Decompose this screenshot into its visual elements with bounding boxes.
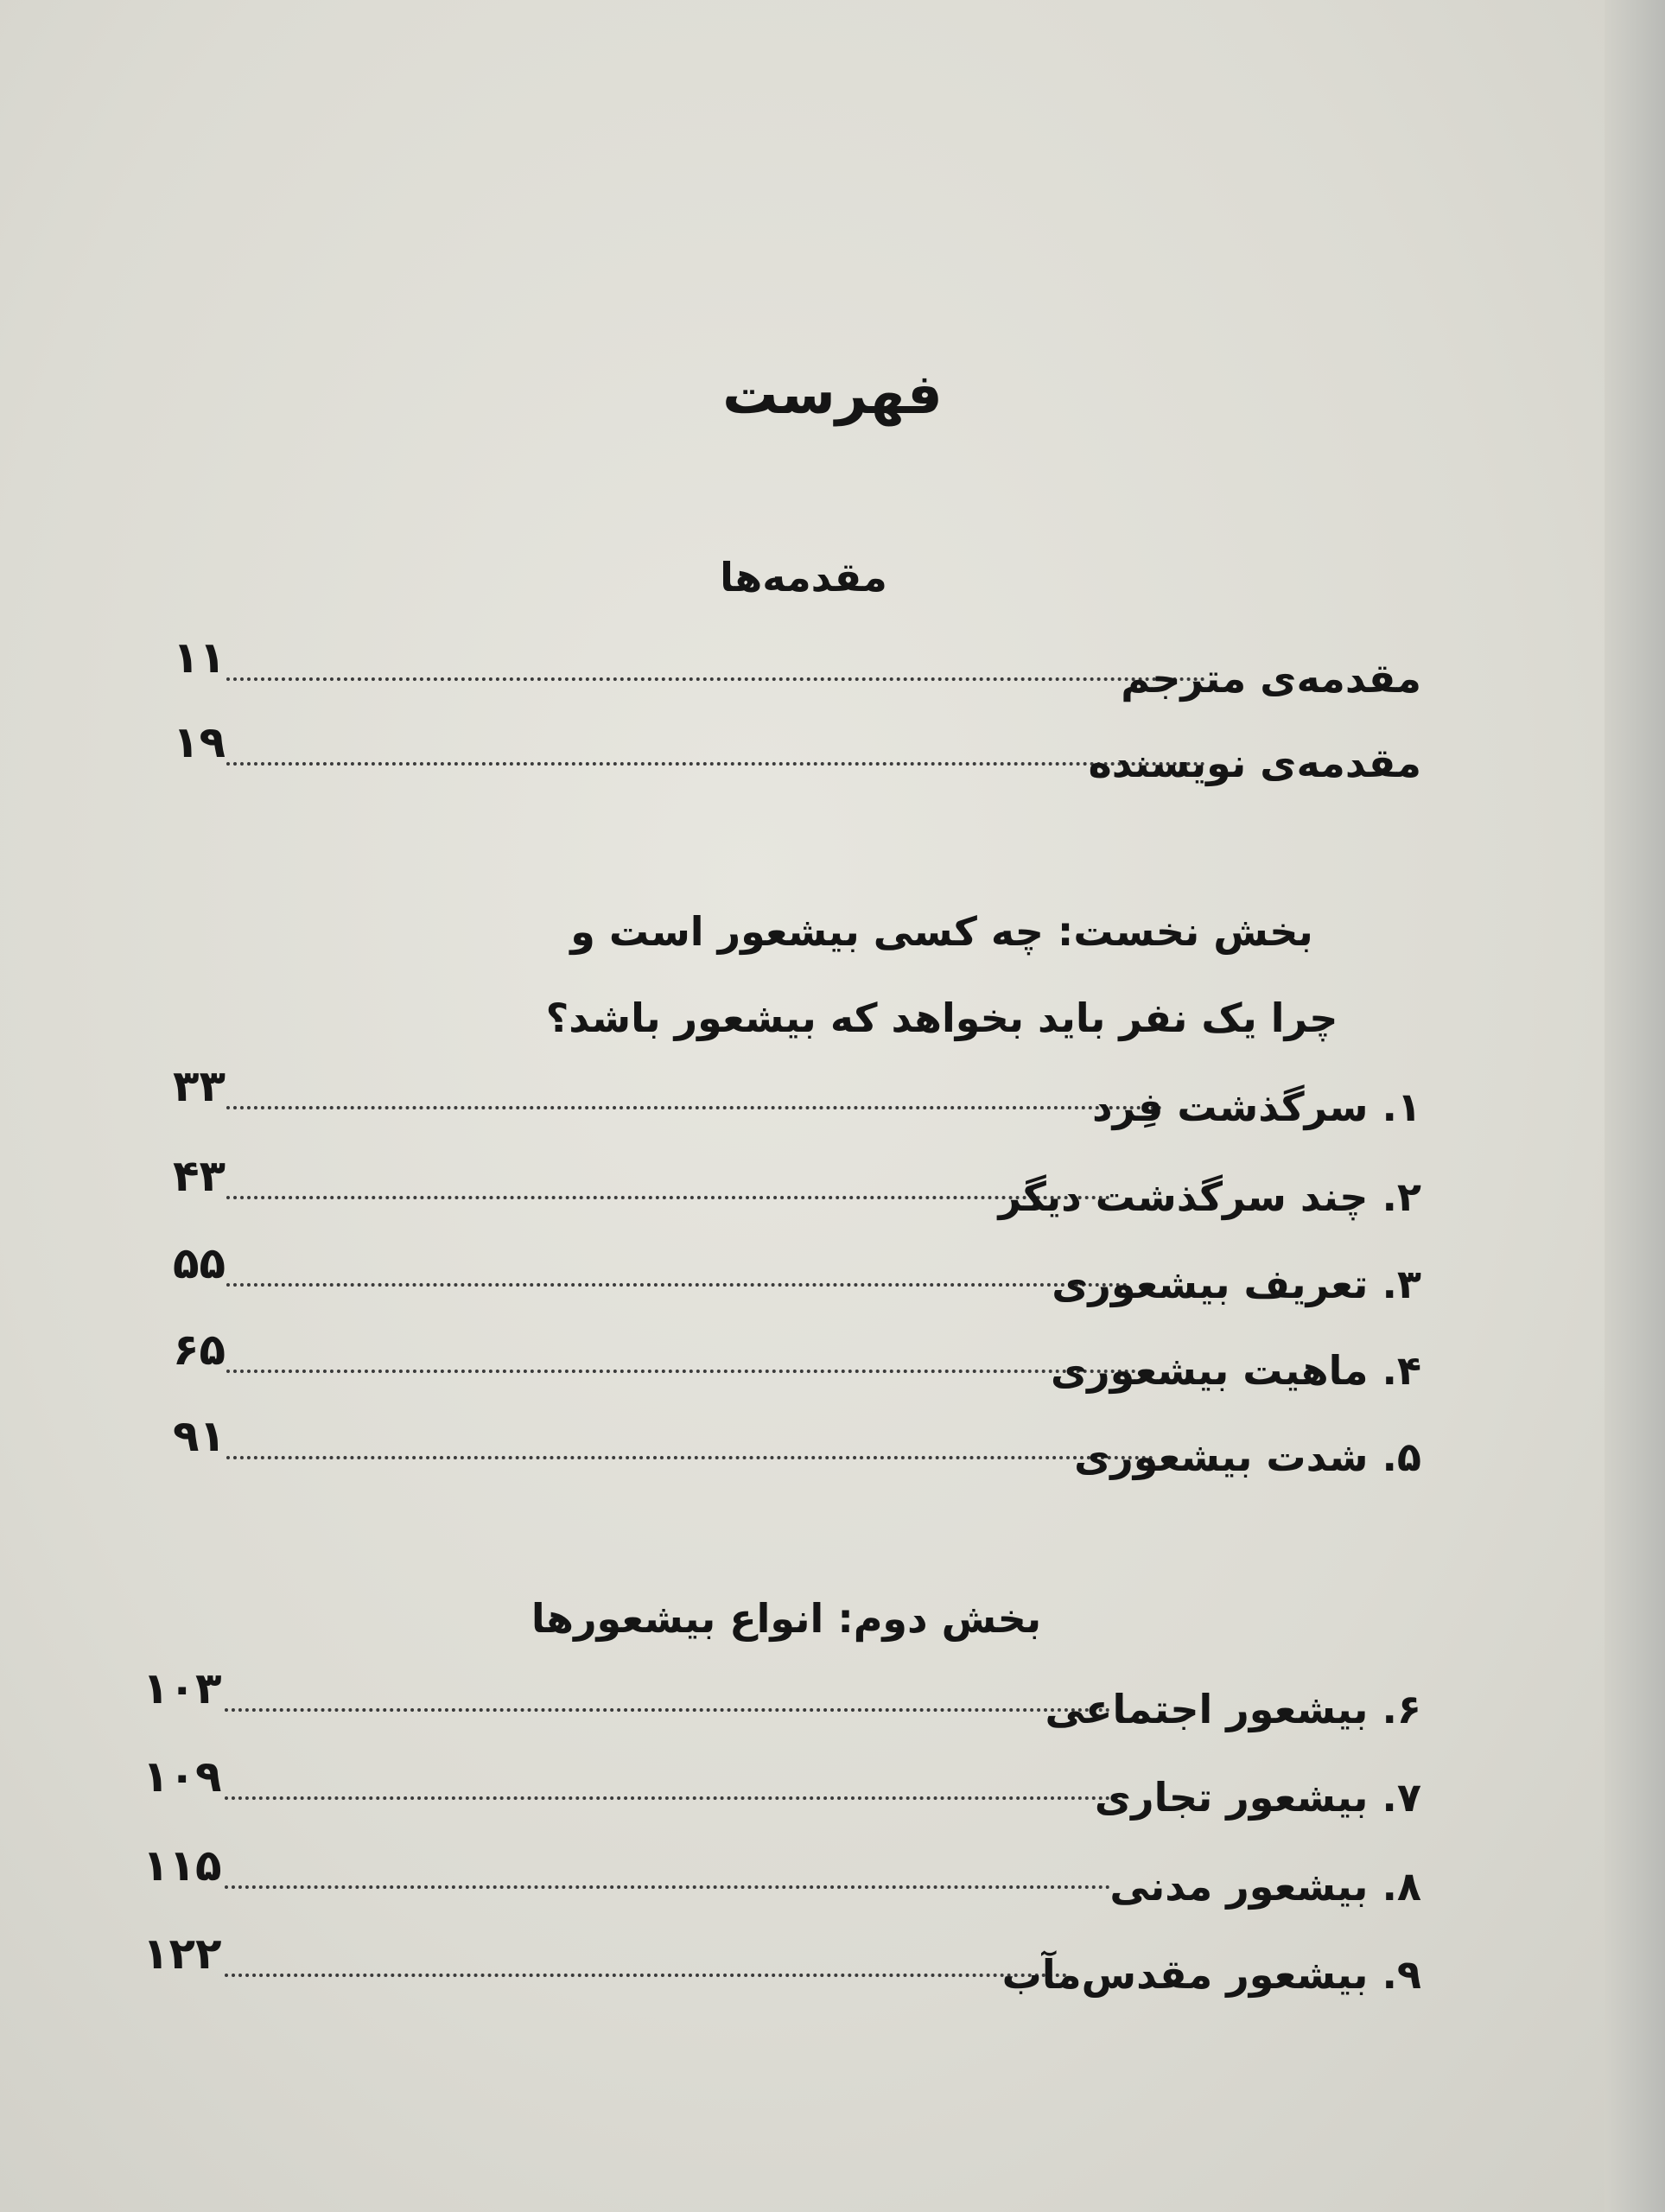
dot-leader <box>225 1796 1110 1800</box>
entry-label: ۶. بیشعور اجتماعی <box>1045 1686 1421 1732</box>
dot-leader <box>226 677 1205 681</box>
page-number: ۱۱ <box>173 632 226 683</box>
page-number: ۱۰۹ <box>143 1751 222 1802</box>
dot-leader <box>226 762 1205 766</box>
entry-label: ۴. ماهیت بیشعوری <box>1050 1347 1421 1394</box>
toc-entry <box>173 1151 1421 1220</box>
dot-leader <box>226 1283 1128 1287</box>
section-title-part-one-line-1: بخش نخست: چه کسی بیشعور است و <box>570 908 1313 955</box>
dot-leader <box>225 1708 1110 1712</box>
toc-entry <box>173 1325 1421 1394</box>
toc-entry <box>143 1929 1421 1998</box>
entry-label: ۸. بیشعور مدنی <box>1109 1863 1421 1910</box>
page-edge <box>1605 0 1665 2212</box>
toc-entry <box>173 1061 1421 1130</box>
toc-entry <box>143 1840 1421 1910</box>
entry-label: مقدمه‌ی مترجم <box>1121 655 1421 702</box>
dot-leader <box>225 1974 1067 1977</box>
toc-entry <box>143 1663 1421 1732</box>
toc-title: فهرست <box>722 363 943 427</box>
page-number: ۳۳ <box>173 1061 226 1111</box>
page-number: ۱۱۵ <box>143 1840 222 1891</box>
toc-entry <box>173 1238 1421 1307</box>
toc-entry <box>173 1411 1421 1480</box>
page-number: ۴۳ <box>173 1151 226 1201</box>
page-number: ۵۵ <box>173 1238 226 1288</box>
page-number: ۱۲۲ <box>143 1929 222 1979</box>
entry-label: مقدمه‌ی نویسنده <box>1088 740 1421 786</box>
entry-label: ۹. بیشعور مقدس‌مآب <box>1001 1951 1421 1998</box>
page-number: ۱۹ <box>173 717 226 767</box>
entry-label: ۳. تعریف بیشعوری <box>1052 1261 1421 1307</box>
toc-entry <box>173 632 1421 702</box>
toc-entry <box>143 1751 1421 1821</box>
page-number: ۹۱ <box>173 1411 226 1461</box>
page-number: ۱۰۳ <box>143 1663 222 1713</box>
dot-leader <box>225 1885 1110 1889</box>
page-number: ۶۵ <box>173 1325 226 1375</box>
dot-leader <box>226 1370 1136 1373</box>
section-title-part-one-line-2: چرا یک نفر باید بخواهد که بیشعور باشد؟ <box>545 995 1338 1041</box>
toc-entry <box>173 717 1421 786</box>
entry-label: ۱. سرگذشت فِرد <box>1091 1084 1421 1130</box>
entry-label: ۷. بیشعور تجاری <box>1094 1774 1421 1821</box>
section-title-introductions: مقدمه‌ها <box>720 554 887 601</box>
dot-leader <box>226 1196 1110 1199</box>
dot-leader <box>226 1106 1162 1109</box>
dot-leader <box>226 1456 1153 1459</box>
entry-label: ۵. شدت بیشعوری <box>1074 1433 1421 1480</box>
section-title-part-two: بخش دوم: انواع بیشعورها <box>531 1595 1042 1642</box>
entry-label: ۲. چند سرگذشت دیگر <box>998 1173 1421 1220</box>
